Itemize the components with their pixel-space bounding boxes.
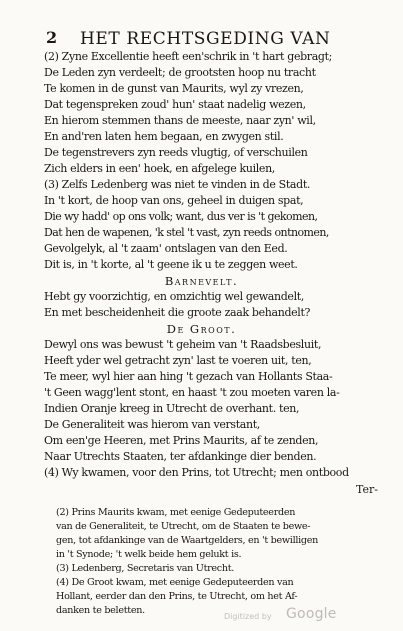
page-header bbox=[46, 28, 386, 50]
footnote-line: danken te beletten. bbox=[56, 605, 145, 616]
verse-line: In 't kort, de hoop van ons, geheel in duigen spat, bbox=[44, 194, 304, 207]
verse-line: En and'ren laten hem begaan, en zwygen stil. bbox=[44, 130, 284, 143]
footnote-line: (4) De Groot kwam, met eenige Gedeputeerden van bbox=[56, 577, 294, 588]
verse-line: Te meer, wyl hier aan hing 't gezach van Hollants Staa- bbox=[44, 370, 333, 383]
catchword: Ter- bbox=[356, 483, 378, 496]
verse-line: Om een'ge Heeren, met Prins Maurits, af te zenden, bbox=[44, 434, 319, 447]
google-watermark-logo: Google bbox=[286, 606, 337, 622]
footnote-line: gen, tot afdankinge van de Waartgelders, en 't bewilligen bbox=[56, 535, 318, 546]
verse-line: Die wy hadd' op ons volk; want, dus ver is 't gekomen, bbox=[44, 210, 318, 223]
running-title: HET RECHTSGEDING VAN bbox=[80, 29, 331, 49]
footnote-line: (2) Prins Maurits kwam, met eenige Gedeputeerden bbox=[56, 507, 296, 518]
verse-line: 't Geen wagg'lent stont, en haast 't zou moeten varen la- bbox=[44, 386, 340, 399]
verse-line: Dewyl ons was bewust 't geheim van 't Raadsbesluit, bbox=[44, 338, 322, 351]
footnote-line: (3) Ledenberg, Secretaris van Utrecht. bbox=[56, 563, 235, 574]
verse-line: En met bescheidenheit die groote zaak behandelt? bbox=[44, 306, 311, 319]
page-number: 2 bbox=[46, 28, 58, 47]
verse-line: Dat tegenspreken zoud' hun' staat nadelig wezen, bbox=[44, 98, 306, 111]
verse-line: Te komen in de gunst van Maurits, wyl zy vrezen, bbox=[44, 82, 304, 95]
verse-line: Hebt gy voorzichtig, en omzichtig wel gewandelt, bbox=[44, 290, 304, 303]
footnote-line: in 't Synode; 't welk beide hem gelukt is. bbox=[56, 549, 242, 560]
verse-line: Indien Oranje kreeg in Utrecht de overhant. ten, bbox=[44, 402, 300, 415]
verse-line: (2) Zyne Excellentie heeft een'schrik in 't hart gebragt; bbox=[44, 50, 333, 63]
watermark-small: Digitized by bbox=[224, 612, 272, 621]
verse-line: Gevolgelyk, al 't zaam' ontslagen van den Eed. bbox=[44, 242, 288, 255]
footnote-line: Hollant, eerder dan den Prins, te Utrecht, om het Af- bbox=[56, 591, 298, 602]
verse-line: De tegenstrevers zyn reeds vlugtig, of verschuilen bbox=[44, 146, 308, 159]
verse-line: (3) Zelfs Ledenberg was niet te vinden in de Stadt. bbox=[44, 178, 311, 191]
footnote-line: van de Generaliteit, te Utrecht, om de Staaten te bewe- bbox=[56, 521, 311, 532]
verse-line: Dit is, in 't korte, al 't geene ik u te zeggen weet. bbox=[44, 258, 298, 271]
speaker-de-groot: De Groot. bbox=[166, 322, 237, 336]
verse-line: En hierom stemmen thans de meeste, naar zyn' wil, bbox=[44, 114, 316, 127]
verse-line: Dat hen de wapenen, 'k stel 't vast, zyn reeds ontnomen, bbox=[44, 226, 329, 239]
verse-line: (4) Wy kwamen, voor den Prins, tot Utrecht; men ontbood bbox=[44, 466, 349, 479]
speaker-barnevelt: Barnevelt. bbox=[164, 274, 239, 288]
verse-line: De Leden zyn verdeelt; de grootsten hoop nu tracht bbox=[44, 66, 316, 79]
verse-line: De Generaliteit was hierom van verstant, bbox=[44, 418, 260, 431]
verse-line: Heeft yder wel getracht zyn' last te voeren uit, ten, bbox=[44, 354, 312, 367]
verse-line: Naar Utrechts Staaten, ter afdankinge dier benden. bbox=[44, 450, 317, 463]
verse-line: Zich elders in een' hoek, en afgelege kuilen, bbox=[44, 162, 275, 175]
